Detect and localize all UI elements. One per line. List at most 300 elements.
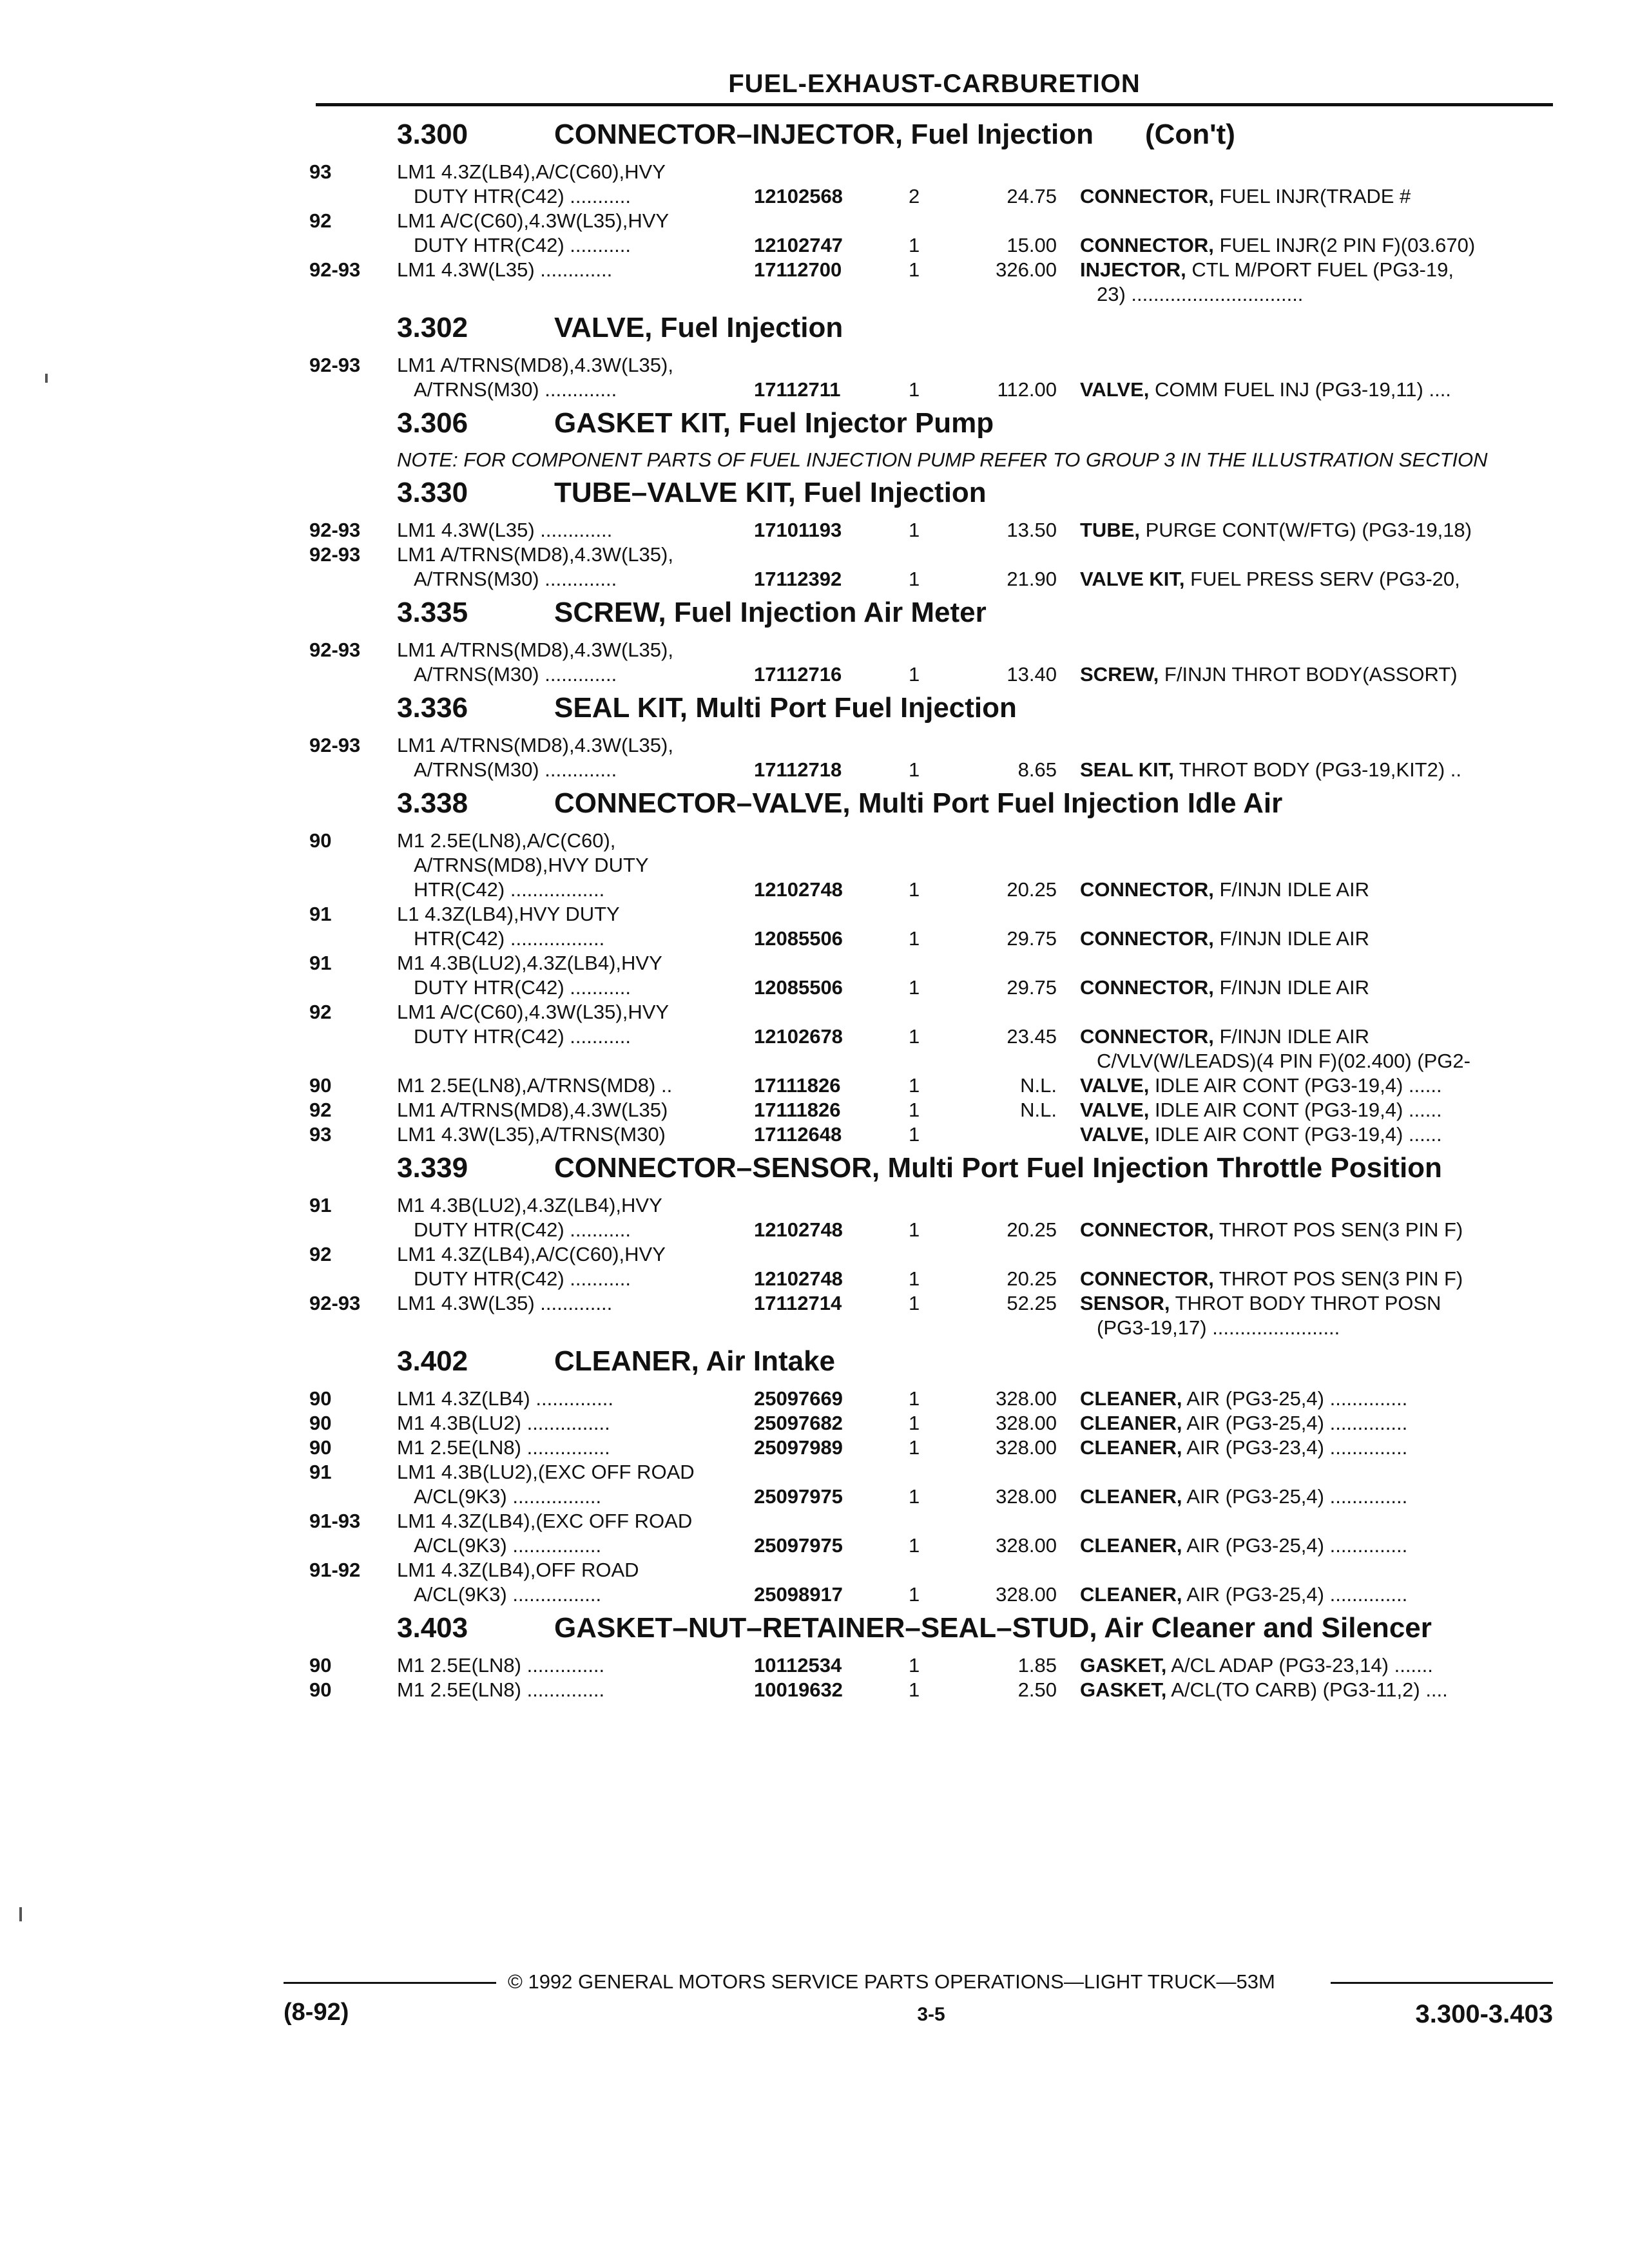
section-number: 3.300	[397, 119, 468, 150]
scan-speck	[19, 1907, 22, 1921]
section-title-main: TUBE–VALVE KIT,	[554, 477, 796, 508]
entry-line	[309, 282, 1553, 307]
part-description	[1080, 1533, 1407, 1558]
application: M1 4.3B(LU2),4.3Z(LB4),HVY	[397, 1194, 662, 1216]
part-entry	[309, 258, 1553, 307]
section-subtitle: Multi Port Fuel Injection Idle Air	[858, 787, 1283, 819]
description-text: THROT POS SEN(3 PIN F)	[1219, 1267, 1463, 1290]
description-name: CONNECTOR,	[1080, 1025, 1214, 1048]
quantity: 2	[909, 185, 920, 207]
quantity: 1	[909, 1412, 920, 1434]
application: LM1 4.3Z(LB4),A/C(C60),HVY	[397, 160, 666, 183]
section-title-main: CLEANER,	[554, 1345, 699, 1377]
description-name: VALVE KIT,	[1080, 568, 1185, 590]
price: N.L.	[1020, 1074, 1057, 1097]
quantity: 1	[909, 878, 920, 901]
quantity: 1	[909, 1218, 920, 1241]
part-number: 17111826	[754, 1099, 841, 1121]
description-text: CTL M/PORT FUEL (PG3-19,	[1191, 258, 1454, 281]
quantity: 1	[909, 258, 920, 281]
section-subtitle: Multi Port Fuel Injection	[695, 692, 1017, 724]
application: HTR(C42) .................	[414, 927, 605, 950]
model-years: 92-93	[309, 734, 361, 756]
model-years: 91-93	[309, 1510, 361, 1532]
price: 326.00	[996, 258, 1057, 281]
description-text: THROT POS SEN(3 PIN F)	[1219, 1218, 1463, 1241]
price: 21.90	[1007, 568, 1057, 590]
part-description	[1080, 1073, 1442, 1098]
part-description	[1080, 233, 1475, 258]
section-3-338	[309, 787, 1553, 1147]
entry-line	[309, 1582, 1553, 1607]
part-description	[1080, 1653, 1433, 1678]
application: DUTY HTR(C42) ...........	[414, 976, 631, 999]
section-title-main: SEAL KIT,	[554, 692, 688, 724]
application: DUTY HTR(C42) ...........	[414, 1218, 631, 1241]
part-number: 10019632	[754, 1678, 843, 1701]
section-name	[554, 692, 1553, 724]
description-text: FUEL PRESS SERV (PG3-20,	[1190, 568, 1460, 590]
part-description	[1080, 1098, 1442, 1122]
part-number: 17112716	[754, 663, 842, 686]
section-title	[309, 477, 1553, 518]
application: LM1 A/TRNS(MD8),4.3W(L35)	[397, 1099, 668, 1121]
application: LM1 A/TRNS(MD8),4.3W(L35),	[397, 354, 673, 376]
part-description	[1080, 662, 1458, 687]
section-3-306	[309, 407, 1553, 472]
description-text: AIR (PG3-25,4) ..............	[1186, 1412, 1408, 1434]
model-years: 92-93	[309, 543, 361, 566]
application: LM1 4.3W(L35) .............	[397, 519, 613, 541]
description-text: A/CL(TO CARB) (PG3-11,2) ....	[1171, 1678, 1448, 1701]
quantity: 1	[909, 1099, 920, 1121]
entry-line	[309, 184, 1553, 209]
entry-line	[309, 1267, 1553, 1291]
section-title	[309, 407, 1553, 448]
description-text: FUEL INJR(TRADE #	[1219, 185, 1411, 207]
application: A/TRNS(MD8),HVY DUTY	[414, 854, 649, 876]
section-subtitle: Air Cleaner and Silencer	[1104, 1612, 1432, 1644]
part-description	[1080, 1122, 1442, 1147]
part-number: 25097975	[754, 1485, 843, 1508]
part-number: 25097989	[754, 1436, 843, 1459]
part-number: 17112711	[754, 378, 841, 401]
parts-listing	[309, 113, 1553, 1702]
model-years: 91	[309, 1461, 332, 1483]
application: DUTY HTR(C42) ...........	[414, 1267, 631, 1290]
section-number: 3.338	[397, 787, 468, 819]
section-title	[309, 119, 1553, 160]
part-description	[1097, 1049, 1470, 1073]
section-3-336	[309, 692, 1553, 782]
entry-line	[309, 353, 1553, 378]
description-text: FUEL INJR(2 PIN F)(03.670)	[1219, 234, 1476, 256]
part-entry	[309, 1122, 1553, 1147]
footer-rule-left	[284, 1982, 496, 1984]
part-description	[1080, 1218, 1463, 1242]
footer-section-range: 3.300-3.403	[1415, 2000, 1553, 2028]
section-3-330	[309, 477, 1553, 591]
section-title	[309, 1152, 1553, 1193]
part-number: 25098917	[754, 1583, 843, 1606]
model-years: 91	[309, 952, 332, 974]
description-text: AIR (PG3-25,4) ..............	[1186, 1583, 1408, 1606]
model-years: 92	[309, 209, 332, 232]
entry-line	[309, 733, 1553, 758]
model-years: 93	[309, 1123, 332, 1146]
section-subtitle: Fuel Injection	[804, 477, 987, 508]
section-note: NOTE: FOR COMPONENT PARTS OF FUEL INJECTION PUMP REFER TO GROUP 3 IN THE ILLUSTRATION SECTION	[397, 448, 1488, 471]
model-years: 92-93	[309, 639, 361, 661]
description-text: F/INJN THROT BODY(ASSORT)	[1164, 663, 1458, 686]
part-entry	[309, 1411, 1553, 1436]
model-years: 90	[309, 1678, 332, 1701]
description-name: VALVE,	[1080, 378, 1150, 401]
part-number: 12102568	[754, 185, 843, 207]
price: 112.00	[997, 378, 1057, 401]
part-entry	[309, 1460, 1553, 1509]
entry-line	[309, 1533, 1553, 1558]
part-entry	[309, 1193, 1553, 1242]
quantity: 1	[909, 663, 920, 686]
entry-line	[309, 1073, 1553, 1098]
part-description	[1080, 1411, 1407, 1436]
entry-line	[309, 758, 1553, 782]
section-title-main: SCREW,	[554, 597, 666, 628]
description-name: VALVE,	[1080, 1074, 1150, 1097]
description-name: CONNECTOR,	[1080, 927, 1214, 950]
model-years: 90	[309, 1387, 332, 1410]
application: DUTY HTR(C42) ...........	[414, 185, 631, 207]
part-number: 12102747	[754, 234, 843, 256]
description-text: A/CL ADAP (PG3-23,14) .......	[1171, 1654, 1433, 1677]
application: LM1 4.3Z(LB4),OFF ROAD	[397, 1559, 639, 1581]
application: A/TRNS(M30) .............	[414, 663, 617, 686]
description-name: CLEANER,	[1080, 1583, 1182, 1606]
entry-line	[309, 1485, 1553, 1509]
description-text: IDLE AIR CONT (PG3-19,4) ......	[1155, 1123, 1442, 1146]
description-text: 23) ...............................	[1097, 283, 1304, 305]
section-subtitle: Fuel Injection	[660, 312, 843, 343]
part-entry	[309, 1073, 1553, 1098]
quantity: 1	[909, 1583, 920, 1606]
quantity: 1	[909, 1292, 920, 1314]
footer-copyright-line	[284, 1970, 1553, 1996]
description-name: CLEANER,	[1080, 1534, 1182, 1557]
part-description	[1080, 975, 1369, 1000]
application: A/CL(9K3) ................	[414, 1534, 602, 1557]
application: LM1 4.3W(L35),A/TRNS(M30)	[397, 1123, 666, 1146]
entry-line	[309, 1049, 1553, 1073]
entry-line	[309, 951, 1553, 975]
description-name: INJECTOR,	[1080, 258, 1186, 281]
part-entry	[309, 543, 1553, 591]
application: LM1 4.3Z(LB4) ..............	[397, 1387, 613, 1410]
header-rule	[316, 103, 1553, 106]
section-name	[554, 787, 1553, 820]
entry-line	[309, 1558, 1553, 1582]
quantity: 1	[909, 976, 920, 999]
part-description	[1080, 1024, 1369, 1049]
part-number: 12102748	[754, 1267, 843, 1290]
quantity: 1	[909, 1678, 920, 1701]
model-years: 90	[309, 1436, 332, 1459]
section-subtitle: Fuel Injector Pump	[738, 407, 994, 439]
application: M1 2.5E(LN8) ...............	[397, 1436, 610, 1459]
section-number: 3.339	[397, 1152, 468, 1184]
part-number: 12102678	[754, 1025, 843, 1048]
description-text: THROT BODY (PG3-19,KIT2) ..	[1179, 758, 1462, 781]
description-text: F/INJN IDLE AIR	[1219, 878, 1369, 901]
section-name	[554, 1612, 1553, 1644]
part-description	[1080, 1582, 1407, 1607]
description-name: SENSOR,	[1080, 1292, 1170, 1314]
description-name: GASKET,	[1080, 1654, 1167, 1677]
section-number: 3.335	[397, 597, 468, 628]
description-text: C/VLV(W/LEADS)(4 PIN F)(02.400) (PG2-	[1097, 1050, 1470, 1072]
section-title	[309, 312, 1553, 353]
entry-line	[309, 829, 1553, 853]
description-name: CONNECTOR,	[1080, 976, 1214, 999]
section-number: 3.306	[397, 407, 468, 439]
part-number: 12085506	[754, 976, 843, 999]
description-name: SCREW,	[1080, 663, 1159, 686]
entry-line	[309, 160, 1553, 184]
part-entry	[309, 1678, 1553, 1702]
price: 328.00	[996, 1436, 1057, 1459]
section-title-main: GASKET–NUT–RETAINER–SEAL–STUD,	[554, 1612, 1097, 1644]
entry-line	[309, 1678, 1553, 1702]
price: 328.00	[996, 1485, 1057, 1508]
quantity: 1	[909, 1485, 920, 1508]
part-number: 25097682	[754, 1412, 843, 1434]
part-entry	[309, 1098, 1553, 1122]
entry-line	[309, 1509, 1553, 1533]
application: LM1 4.3Z(LB4),A/C(C60),HVY	[397, 1243, 666, 1265]
part-entry	[309, 1387, 1553, 1411]
part-number: 17112718	[754, 758, 842, 781]
entry-line	[309, 662, 1553, 687]
part-number: 25097669	[754, 1387, 843, 1410]
section-title	[309, 597, 1553, 638]
section-subtitle: Air Intake	[706, 1345, 836, 1377]
entry-line	[309, 1411, 1553, 1436]
entry-line	[309, 378, 1553, 402]
description-text: IDLE AIR CONT (PG3-19,4) ......	[1155, 1074, 1442, 1097]
description-name: SEAL KIT,	[1080, 758, 1174, 781]
part-number: 12085506	[754, 927, 843, 950]
section-subtitle: Multi Port Fuel Injection Throttle Position	[887, 1152, 1442, 1184]
model-years: 91	[309, 903, 332, 925]
application: LM1 A/C(C60),4.3W(L35),HVY	[397, 209, 670, 232]
application: LM1 4.3Z(LB4),(EXC OFF ROAD	[397, 1510, 693, 1532]
section-name	[554, 312, 1553, 344]
scan-speck	[45, 374, 48, 383]
section-number: 3.336	[397, 692, 468, 724]
model-years: 91	[309, 1194, 332, 1216]
part-entry	[309, 1291, 1553, 1340]
quantity: 1	[909, 568, 920, 590]
footer-rule-right	[1331, 1982, 1553, 1984]
model-years: 92-93	[309, 519, 361, 541]
quantity: 1	[909, 1387, 920, 1410]
part-number: 17101193	[754, 519, 842, 541]
model-years: 92-93	[309, 1292, 361, 1314]
entry-line	[309, 975, 1553, 1000]
part-number: 25097975	[754, 1534, 843, 1557]
price: 13.50	[1007, 519, 1057, 541]
section-3-302	[309, 312, 1553, 402]
part-entry	[309, 733, 1553, 782]
section-3-300	[309, 119, 1553, 307]
application: M1 4.3B(LU2),4.3Z(LB4),HVY	[397, 952, 662, 974]
part-description	[1080, 1436, 1407, 1460]
part-entry	[309, 1000, 1553, 1073]
part-number: 10112534	[754, 1654, 842, 1677]
part-entry	[309, 1436, 1553, 1460]
part-number: 17112648	[754, 1123, 842, 1146]
quantity: 1	[909, 1534, 920, 1557]
quantity: 1	[909, 378, 920, 401]
part-description	[1097, 282, 1303, 307]
description-text: (PG3-19,17) .......................	[1097, 1316, 1340, 1339]
description-name: CONNECTOR,	[1080, 1218, 1214, 1241]
model-years: 90	[309, 1654, 332, 1677]
description-text: PURGE CONT(W/FTG) (PG3-19,18)	[1145, 519, 1472, 541]
section-title	[309, 787, 1553, 829]
entry-line	[309, 1436, 1553, 1460]
description-name: CLEANER,	[1080, 1387, 1182, 1410]
section-title-main: GASKET KIT,	[554, 407, 731, 439]
entry-line	[309, 927, 1553, 951]
price: 1.85	[1017, 1654, 1057, 1677]
entry-line	[309, 1291, 1553, 1316]
part-description	[1080, 258, 1454, 282]
description-name: CONNECTOR,	[1080, 234, 1214, 256]
section-title	[309, 692, 1553, 733]
part-entry	[309, 518, 1553, 543]
part-entry	[309, 1653, 1553, 1678]
part-entry	[309, 829, 1553, 902]
entry-line	[309, 543, 1553, 567]
application: LM1 A/TRNS(MD8),4.3W(L35),	[397, 639, 673, 661]
application: A/CL(9K3) ................	[414, 1583, 602, 1606]
part-description	[1080, 518, 1472, 543]
application: LM1 4.3B(LU2),(EXC OFF ROAD	[397, 1461, 695, 1483]
application: LM1 4.3W(L35) .............	[397, 1292, 613, 1314]
application: LM1 A/TRNS(MD8),4.3W(L35),	[397, 734, 673, 756]
footer-page-number: 3-5	[917, 2004, 945, 2025]
part-description	[1080, 378, 1451, 402]
application: M1 2.5E(LN8) ..............	[397, 1654, 605, 1677]
price: 29.75	[1007, 976, 1057, 999]
description-text: AIR (PG3-25,4) ..............	[1186, 1534, 1408, 1557]
part-entry	[309, 902, 1553, 951]
price: 2.50	[1017, 1678, 1057, 1701]
quantity: 1	[909, 519, 920, 541]
price: 328.00	[996, 1534, 1057, 1557]
model-years: 91-92	[309, 1559, 361, 1581]
quantity: 1	[909, 1123, 920, 1146]
part-number: 12102748	[754, 1218, 843, 1241]
part-number: 17112392	[754, 568, 842, 590]
model-years: 90	[309, 829, 332, 852]
entry-line	[309, 1098, 1553, 1122]
price: 20.25	[1007, 1267, 1057, 1290]
description-name: CLEANER,	[1080, 1436, 1182, 1459]
quantity: 1	[909, 1436, 920, 1459]
footer-copyright: © 1992 GENERAL MOTORS SERVICE PARTS OPERATIONS—LIGHT TRUCK—53M	[508, 1970, 1275, 1993]
description-text: AIR (PG3-25,4) ..............	[1186, 1485, 1408, 1508]
part-description	[1080, 1485, 1407, 1509]
application: M1 2.5E(LN8),A/TRNS(MD8) ..	[397, 1074, 673, 1097]
quantity: 1	[909, 234, 920, 256]
entry-line	[309, 1460, 1553, 1485]
section-name	[554, 119, 1553, 151]
entry-line	[309, 233, 1553, 258]
part-number: 17112700	[754, 258, 842, 281]
description-text: COMM FUEL INJ (PG3-19,11) ....	[1155, 378, 1451, 401]
description-text: IDLE AIR CONT (PG3-19,4) ......	[1155, 1099, 1442, 1121]
section-name	[554, 597, 1553, 629]
section-3-339	[309, 1152, 1553, 1340]
model-years: 92	[309, 1099, 332, 1121]
application: DUTY HTR(C42) ...........	[414, 1025, 631, 1048]
application: M1 2.5E(LN8) ..............	[397, 1678, 605, 1701]
part-description	[1080, 1387, 1407, 1411]
price: 20.25	[1007, 878, 1057, 901]
part-description	[1080, 927, 1369, 951]
model-years: 92	[309, 1243, 332, 1265]
description-text: THROT BODY THROT POSN	[1175, 1292, 1441, 1314]
application: HTR(C42) .................	[414, 878, 605, 901]
price: 20.25	[1007, 1218, 1057, 1241]
part-description	[1080, 758, 1461, 782]
section-title	[309, 1345, 1553, 1387]
model-years: 93	[309, 160, 332, 183]
entry-line	[309, 638, 1553, 662]
application: DUTY HTR(C42) ...........	[414, 234, 631, 256]
section-number: 3.403	[397, 1612, 468, 1644]
entry-line	[309, 1122, 1553, 1147]
section-name	[554, 477, 1553, 509]
section-title	[309, 1612, 1553, 1653]
continued-label: (Con't)	[1144, 119, 1235, 150]
model-years: 90	[309, 1412, 332, 1434]
description-text: F/INJN IDLE AIR	[1219, 1025, 1369, 1048]
section-3-335	[309, 597, 1553, 687]
section-title-main: VALVE,	[554, 312, 653, 343]
section-title-main: CONNECTOR–INJECTOR,	[554, 119, 903, 150]
description-text: AIR (PG3-23,4) ..............	[1186, 1436, 1408, 1459]
description-name: CLEANER,	[1080, 1412, 1182, 1434]
description-text: AIR (PG3-25,4) ..............	[1186, 1387, 1408, 1410]
part-description	[1080, 878, 1369, 902]
entry-line	[309, 1242, 1553, 1267]
description-name: CONNECTOR,	[1080, 1267, 1214, 1290]
part-description	[1097, 1316, 1340, 1340]
entry-line	[309, 853, 1553, 878]
part-entry	[309, 951, 1553, 1000]
price: 328.00	[996, 1387, 1057, 1410]
description-name: VALVE,	[1080, 1099, 1150, 1121]
quantity: 1	[909, 1074, 920, 1097]
section-3-403	[309, 1612, 1553, 1702]
part-entry	[309, 353, 1553, 402]
description-name: CONNECTOR,	[1080, 185, 1214, 207]
price: 328.00	[996, 1583, 1057, 1606]
entry-line	[309, 209, 1553, 233]
